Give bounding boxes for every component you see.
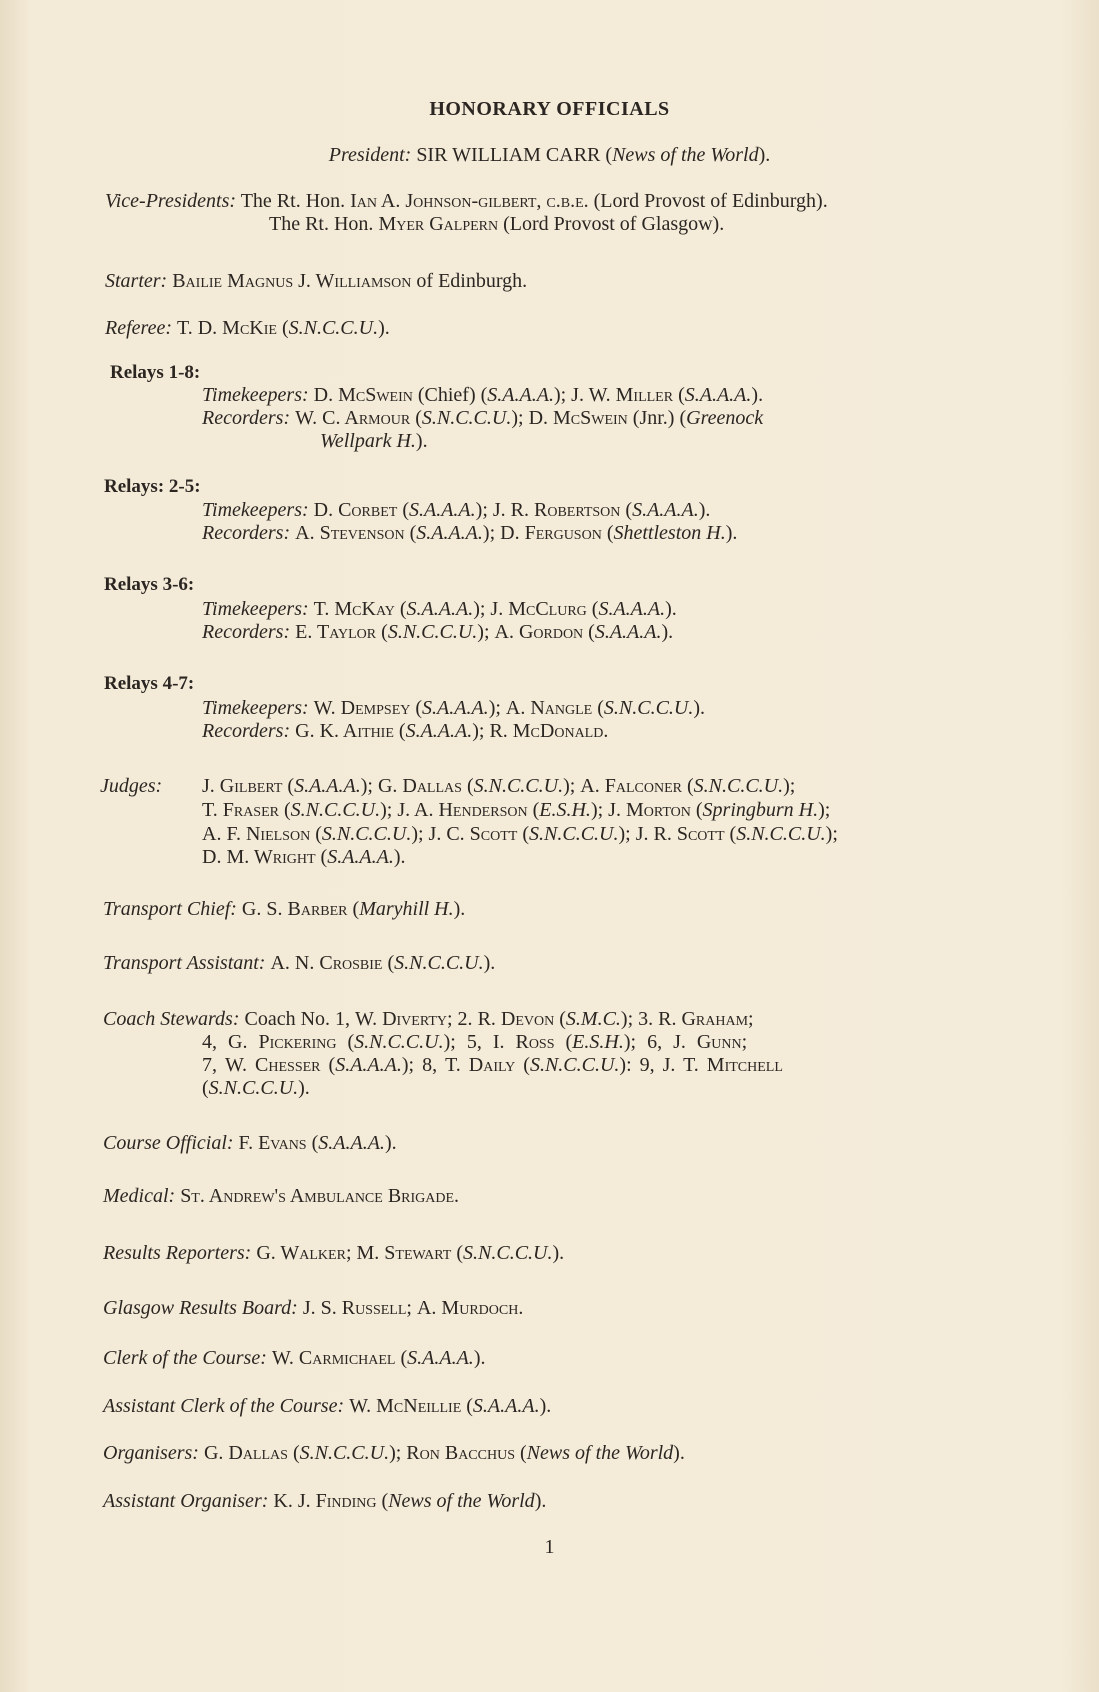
results-reporters-line: Results Reporters: G. Walker; M. Stewart (S.N.C.C.U.). bbox=[103, 1242, 565, 1264]
official-name: K. J. Finding bbox=[273, 1490, 377, 1512]
official-name: G. Walker bbox=[256, 1242, 346, 1264]
official-name: D. Corbet bbox=[313, 499, 398, 521]
text: 4, bbox=[202, 1031, 228, 1053]
text: 9, bbox=[639, 1054, 663, 1076]
recorders-label: Recorders: bbox=[202, 407, 291, 429]
judges-line-4: D. M. Wright (S.A.A.A.). bbox=[202, 846, 406, 868]
org: S.N.C.C.U. bbox=[529, 1054, 620, 1076]
org: S.A.A.A. bbox=[422, 697, 489, 719]
relays-1-8-heading: Relays 1-8: bbox=[110, 362, 201, 383]
course-official-line: Course Official: F. Evans (S.A.A.A.). bbox=[103, 1132, 397, 1154]
vice-presidents-line-1 bbox=[105, 190, 828, 212]
official-name: J. S. Russell bbox=[302, 1297, 407, 1319]
relays-2-5-heading: Relays: 2-5: bbox=[104, 476, 201, 497]
org: Maryhill H. bbox=[359, 898, 454, 920]
relays-4-7-recorders: Recorders: G. K. Aithie (S.A.A.A.); R. McDonald. bbox=[202, 720, 609, 742]
relays-2-5-recorders: Recorders: A. Stevenson (S.A.A.A.); D. Ferguson (Shettleston H.). bbox=[202, 522, 738, 544]
steward-name: J. Gunn bbox=[673, 1031, 742, 1053]
vice-text: (Lord Provost of Glasgow). bbox=[498, 213, 725, 235]
text: Coach No. 1, bbox=[244, 1008, 356, 1030]
text: (Chief) ( bbox=[412, 384, 488, 406]
steward-name: J. T. Mitchell bbox=[662, 1054, 783, 1076]
org: S.A.A.A. bbox=[416, 522, 483, 544]
transport-assistant-line: Transport Assistant: A. N. Crosbie (S.N.C.C.U.). bbox=[103, 952, 496, 974]
results-board-line: Glasgow Results Board: J. S. Russell; A. Murdoch. bbox=[103, 1297, 524, 1319]
org: S.A.A.A. bbox=[327, 846, 394, 868]
relays-1-8-recorders-cont: Wellpark H.). bbox=[320, 430, 428, 452]
official-name: W. C. Armour bbox=[295, 407, 411, 429]
official-name: A. Stevenson bbox=[295, 522, 405, 544]
organisers-label: Organisers: bbox=[103, 1442, 199, 1464]
recorders-label: Recorders: bbox=[202, 720, 291, 742]
official-name: W. Carmichael bbox=[271, 1347, 396, 1369]
coach-stewards-line-2: 4, G. Pickering (S.N.C.C.U.); 5, I. Ross (E.S.H.); 6, J. Gunn; bbox=[202, 1031, 748, 1053]
judge-name: J. A. Henderson bbox=[397, 799, 528, 821]
assistant-organiser-line: Assistant Organiser: K. J. Finding (News of the World). bbox=[103, 1490, 547, 1512]
steward-name: I. Ross bbox=[492, 1031, 555, 1053]
org: S.A.A.A. bbox=[472, 1395, 540, 1417]
clerk-line: Clerk of the Course: W. Carmichael (S.A.A.A.). bbox=[103, 1347, 486, 1369]
official-name: D. McSwein bbox=[528, 407, 628, 429]
org: S.A.A.A. bbox=[684, 384, 752, 406]
relays-1-8-timekeepers: Timekeepers: D. McSwein (Chief) (S.A.A.A.); J. W. Miller (S.A.A.A.). bbox=[202, 384, 764, 406]
recorders-label: Recorders: bbox=[202, 621, 291, 643]
official-name: W. Dempsey bbox=[313, 697, 411, 719]
text: 7, bbox=[202, 1054, 225, 1076]
medical-label: Medical: bbox=[103, 1185, 176, 1207]
org: S.A.A.A. bbox=[598, 598, 666, 620]
text: 8, bbox=[422, 1054, 446, 1076]
org: S.N.C.C.U. bbox=[736, 823, 826, 845]
starter-line bbox=[105, 270, 527, 292]
coach-stewards-label: Coach Stewards: bbox=[103, 1008, 240, 1030]
vice-presidents-label: Vice-Presidents: bbox=[105, 190, 237, 212]
org: S.A.A.A. bbox=[335, 1054, 402, 1076]
judges-line-2: T. Fraser (S.N.C.C.U.); J. A. Henderson (E.S.H.); J. Morton (Springburn H.); bbox=[202, 799, 831, 821]
text: 5, bbox=[466, 1031, 493, 1053]
org: E.S.H. bbox=[539, 799, 591, 821]
judge-name: D. M. Wright bbox=[202, 846, 316, 868]
relays-4-7-heading: Relays 4-7: bbox=[104, 673, 195, 694]
judge-name: J. Gilbert bbox=[202, 775, 283, 797]
official-name: E. Taylor bbox=[295, 621, 377, 643]
relays-2-5-timekeepers: Timekeepers: D. Corbet (S.A.A.A.); J. R. Robertson (S.A.A.A.). bbox=[202, 499, 711, 521]
org: S.A.A.A. bbox=[487, 384, 554, 406]
vice-president-name: Ian A. Johnson-gilbert, c.b.e. bbox=[350, 190, 589, 212]
vice-text: The Rt. Hon. bbox=[269, 213, 379, 235]
org: S.A.A.A. bbox=[406, 598, 474, 620]
text: ); bbox=[553, 384, 572, 406]
text: ; 2. bbox=[447, 1008, 478, 1030]
org: S.N.C.C.U. bbox=[529, 823, 619, 845]
official-name: W. McNeillie bbox=[349, 1395, 462, 1417]
org: S.N.C.C.U. bbox=[321, 823, 412, 845]
steward-name: W. Chesser bbox=[225, 1054, 321, 1076]
org: Shettleston H. bbox=[613, 522, 726, 544]
org: S.N.C.C.U. bbox=[354, 1031, 444, 1053]
org: S.N.C.C.U. bbox=[290, 799, 381, 821]
relays-1-8-recorders: Recorders: W. C. Armour (S.N.C.C.U.); D. McSwein (Jnr.) (Greenock bbox=[202, 407, 764, 429]
org: S.N.C.C.U. bbox=[693, 775, 784, 797]
org: S.A.A.A. bbox=[407, 1347, 474, 1369]
official-name: G. K. Aithie bbox=[295, 720, 394, 742]
steward-name: W. Diverty bbox=[355, 1008, 447, 1030]
relays-4-7-timekeepers: Timekeepers: W. Dempsey (S.A.A.A.); A. Nangle (S.N.C.C.U.). bbox=[202, 697, 706, 719]
official-name: A. Murdoch. bbox=[416, 1297, 524, 1319]
transport-chief-line: Transport Chief: G. S. Barber (Maryhill H.). bbox=[103, 898, 466, 920]
president-label: President: bbox=[328, 144, 412, 166]
steward-name: R. Devon bbox=[477, 1008, 555, 1030]
coach-stewards-line-4: (S.N.C.C.U.). bbox=[202, 1077, 310, 1099]
clerk-label: Clerk of the Course: bbox=[103, 1347, 267, 1369]
org: S.N.C.C.U. bbox=[603, 697, 694, 719]
official-name: G. Dallas bbox=[203, 1442, 288, 1464]
judge-name: J. Morton bbox=[608, 799, 691, 821]
official-name: T. McKay bbox=[313, 598, 395, 620]
official-name: D. McSwein bbox=[313, 384, 413, 406]
official-name: J. McClurg bbox=[490, 598, 587, 620]
timekeepers-label: Timekeepers: bbox=[202, 598, 309, 620]
coach-stewards-line-3: 7, W. Chesser (S.A.A.A.); 8, T. Daily (S.N.C.C.U.): 9, J. T. Mitchell bbox=[202, 1054, 783, 1076]
vice-text: (Lord Provost of Edinburgh). bbox=[588, 190, 828, 212]
judge-name: J. C. Scott bbox=[428, 823, 518, 845]
judges-line-1: J. Gilbert (S.A.A.A.); G. Dallas (S.N.C.C.U.); A. Falconer (S.N.C.C.U.); bbox=[202, 775, 796, 797]
org: S.N.C.C.U. bbox=[387, 621, 478, 643]
org: Springburn H. bbox=[702, 799, 819, 821]
page-title: HONORARY OFFICIALS bbox=[429, 98, 670, 120]
vice-text: The Rt. Hon. bbox=[240, 190, 351, 212]
starter-name: Bailie Magnus J. Williamson bbox=[172, 270, 412, 292]
org: S.N.C.C.U. bbox=[473, 775, 564, 797]
assistant-clerk-label: Assistant Clerk of the Course: bbox=[103, 1395, 345, 1417]
relays-3-6-recorders: Recorders: E. Taylor (S.N.C.C.U.); A. Gordon (S.A.A.A.). bbox=[202, 621, 674, 643]
org: S.A.A.A. bbox=[405, 720, 473, 742]
vice-president-name: Myer Galpern bbox=[378, 213, 499, 235]
judges-label: Judges: bbox=[100, 775, 163, 797]
official-name: J. R. Robertson bbox=[492, 499, 621, 521]
organisers-line: Organisers: G. Dallas (S.N.C.C.U.); Ron Bacchus (News of the World). bbox=[103, 1442, 685, 1464]
transport-assistant-label: Transport Assistant: bbox=[103, 952, 266, 974]
timekeepers-label: Timekeepers: bbox=[202, 697, 309, 719]
org: S.A.A.A. bbox=[409, 499, 476, 521]
course-official-label: Course Official: bbox=[103, 1132, 234, 1154]
recorders-label: Recorders: bbox=[202, 522, 291, 544]
org: Greenock bbox=[686, 407, 764, 429]
org: S.A.A.A. bbox=[594, 621, 662, 643]
president-line: President: SIR WILLIAM CARR (News of the World). bbox=[328, 144, 771, 166]
org: S.N.C.C.U. bbox=[463, 1242, 553, 1264]
referee-label: Referee: bbox=[105, 317, 172, 339]
official-name: St. Andrew's Ambulance Brigade. bbox=[180, 1185, 460, 1207]
judge-name: A. Falconer bbox=[580, 775, 682, 797]
judge-name: A. F. Nielson bbox=[202, 823, 311, 845]
relays-3-6-timekeepers: Timekeepers: T. McKay (S.A.A.A.); J. McClurg (S.A.A.A.). bbox=[202, 598, 677, 620]
medical-line bbox=[103, 1185, 459, 1207]
org: S.A.A.A. bbox=[294, 775, 361, 797]
coach-stewards-line-1: Coach Stewards: Coach No. 1, W. Diverty; 2. R. Devon (S.M.C.); 3. R. Graham; bbox=[103, 1008, 754, 1030]
org: S.N.C.C.U. bbox=[208, 1077, 299, 1099]
org: S.N.C.C.U. bbox=[299, 1442, 390, 1464]
org: S.A.A.A. bbox=[318, 1132, 385, 1154]
president-org: News of the World bbox=[612, 144, 759, 166]
org: News of the World bbox=[388, 1490, 535, 1512]
results-reporters-label: Results Reporters: bbox=[103, 1242, 252, 1264]
org: S.N.C.C.U. bbox=[421, 407, 512, 429]
official-name: M. Stewart bbox=[356, 1242, 452, 1264]
referee-org: S.N.C.C.U. bbox=[288, 317, 379, 339]
results-board-label: Glasgow Results Board: bbox=[103, 1297, 298, 1319]
org: Wellpark H. bbox=[320, 430, 416, 452]
official-name: D. Ferguson bbox=[500, 522, 602, 544]
president-name: SIR WILLIAM CARR bbox=[416, 144, 601, 166]
starter-rest: of Edinburgh. bbox=[411, 270, 528, 292]
assistant-organiser-label: Assistant Organiser: bbox=[103, 1490, 269, 1512]
judges-line-3: A. F. Nielson (S.N.C.C.U.); J. C. Scott (S.N.C.C.U.); J. R. Scott (S.N.C.C.U.); bbox=[202, 823, 838, 845]
judge-name: T. Fraser bbox=[202, 799, 279, 821]
timekeepers-label: Timekeepers: bbox=[202, 384, 309, 406]
org: S.M.C. bbox=[565, 1008, 621, 1030]
org: S.A.A.A. bbox=[632, 499, 699, 521]
transport-chief-label: Transport Chief: bbox=[103, 898, 237, 920]
official-name: A. Nangle bbox=[505, 697, 593, 719]
text: 6, bbox=[647, 1031, 674, 1053]
starter-label: Starter: bbox=[105, 270, 168, 292]
official-name: J. W. Miller bbox=[571, 384, 674, 406]
text: ; 3. bbox=[627, 1008, 659, 1030]
page-number: 1 bbox=[544, 1536, 555, 1558]
vice-presidents-line-2 bbox=[269, 213, 724, 235]
assistant-clerk-line: Assistant Clerk of the Course: W. McNeillie (S.A.A.A.). bbox=[103, 1395, 552, 1417]
judge-name: G. Dallas bbox=[377, 775, 462, 797]
official-name: R. McDonald. bbox=[489, 720, 609, 742]
text: (Jnr.) ( bbox=[627, 407, 687, 429]
judge-name: J. R. Scott bbox=[635, 823, 725, 845]
steward-name: G. Pickering bbox=[228, 1031, 337, 1053]
org: S.N.C.C.U. bbox=[394, 952, 484, 974]
official-name: A. Gordon bbox=[494, 621, 584, 643]
official-name: G. S. Barber bbox=[241, 898, 348, 920]
referee-line: Referee: T. D. McKie (S.N.C.C.U.). bbox=[105, 317, 390, 339]
referee-name: T. D. McKie bbox=[176, 317, 277, 339]
steward-name: R. Graham bbox=[658, 1008, 749, 1030]
org: E.S.H. bbox=[572, 1031, 624, 1053]
org: News of the World bbox=[526, 1442, 674, 1464]
timekeepers-label: Timekeepers: bbox=[202, 499, 309, 521]
official-name: Ron Bacchus bbox=[406, 1442, 515, 1464]
steward-name: T. Daily bbox=[445, 1054, 516, 1076]
official-name: A. N. Crosbie bbox=[270, 952, 383, 974]
relays-3-6-heading: Relays 3-6: bbox=[104, 574, 195, 595]
official-name: F. Evans bbox=[238, 1132, 307, 1154]
